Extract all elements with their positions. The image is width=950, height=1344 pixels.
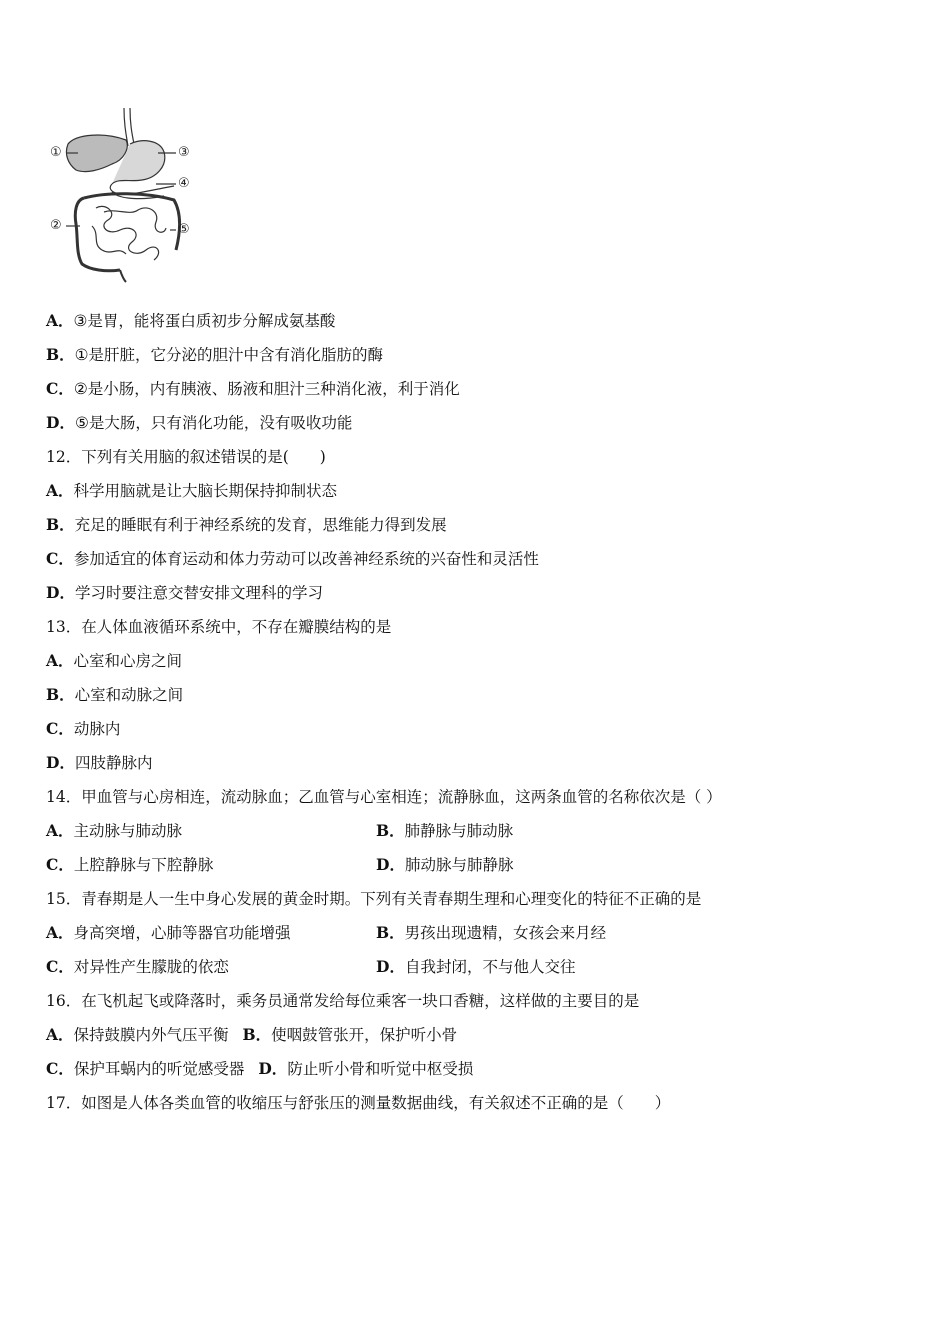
- option-letter: B．: [376, 821, 405, 840]
- option-letter: C．: [46, 379, 74, 398]
- q15-option-d: [376, 957, 575, 977]
- q16-options-row-1: [46, 1025, 457, 1045]
- option-text: ③是胃，能将蛋白质初步分解成氨基酸: [73, 312, 336, 330]
- option-letter: A．: [46, 821, 74, 840]
- option-letter: D．: [376, 855, 405, 874]
- q12-stem: 12．下列有关用脑的叙述错误的是( ): [46, 448, 326, 466]
- q17-stem: 17．如图是人体各类血管的收缩压与舒张压的测量数据曲线，有关叙述不正确的是（ ）: [46, 1094, 671, 1112]
- option-letter: B．: [46, 685, 75, 704]
- option-letter: B．: [46, 515, 75, 534]
- option-text: 防止听小骨和听觉中枢受损: [287, 1060, 474, 1078]
- option-text: 参加适宜的体育运动和体力劳动可以改善神经系统的兴奋性和灵活性: [73, 550, 539, 568]
- option-text: 科学用脑就是让大脑长期保持抑制状态: [73, 482, 338, 500]
- option-text: 动脉内: [73, 720, 121, 738]
- option-letter: D．: [46, 753, 75, 772]
- option-letter: D．: [46, 583, 75, 602]
- option-letter: A．: [46, 1025, 74, 1044]
- option-text: 四肢静脉内: [74, 754, 153, 772]
- option-text: 学习时要注意交替安排文理科的学习: [74, 584, 323, 602]
- q12-option-d: [46, 583, 323, 603]
- option-letter: B．: [242, 1025, 272, 1044]
- figure-label-5: ⑤: [178, 222, 190, 237]
- option-letter: C．: [46, 719, 74, 738]
- option-text: 对异性产生朦胧的依恋: [73, 958, 229, 976]
- option-text: 肺动脉与肺静脉: [404, 856, 514, 874]
- option-letter: D．: [46, 413, 75, 432]
- option-text: ⑤是大肠，只有消化功能，没有吸收功能: [74, 414, 353, 432]
- option-text: 自我封闭，不与他人交往: [404, 958, 576, 976]
- option-text: 主动脉与肺动脉: [73, 822, 183, 840]
- q11-option-c: [46, 379, 460, 399]
- option-letter: C．: [46, 957, 74, 976]
- option-letter: B．: [46, 345, 75, 364]
- option-text: 保护耳蜗内的听觉感受器: [73, 1060, 245, 1078]
- option-letter: A．: [46, 481, 74, 500]
- q14-option-c: [46, 855, 213, 875]
- q13-option-d: [46, 753, 152, 773]
- figure-label-1: ①: [50, 145, 62, 160]
- option-text: 使咽鼓管张开，保护听小骨: [271, 1026, 458, 1044]
- q13-option-b: [46, 685, 183, 705]
- q14-stem: 14．甲血管与心房相连，流动脉血；乙血管与心室相连；流静脉血，这两条血管的名称依次是（ ）: [46, 788, 722, 806]
- option-letter: A．: [46, 311, 74, 330]
- q14-option-d: [376, 855, 513, 875]
- digestive-system-figure: [46, 104, 198, 284]
- option-letter: D．: [376, 957, 405, 976]
- option-text: 心室和动脉之间: [74, 686, 184, 704]
- q12-option-a: [46, 481, 337, 501]
- option-text: 男孩出现遗精，女孩会来月经: [404, 924, 607, 942]
- option-letter: A．: [46, 651, 74, 670]
- option-text: ①是肝脏，它分泌的胆汁中含有消化脂肪的酶: [74, 346, 384, 364]
- option-letter: A．: [46, 923, 74, 942]
- q11-option-d: [46, 413, 352, 433]
- digestive-system-drawing: [46, 104, 198, 284]
- option-text: 心室和心房之间: [73, 652, 183, 670]
- q13-stem: 13．在人体血液循环系统中，不存在瓣膜结构的是: [46, 618, 392, 636]
- q15-option-b: [376, 923, 606, 943]
- q11-option-a: [46, 311, 335, 331]
- q15-option-c: [46, 957, 229, 977]
- option-text: 充足的睡眠有利于神经系统的发育，思维能力得到发展: [74, 516, 447, 534]
- q11-option-b: [46, 345, 383, 365]
- option-text: 保持鼓膜内外气压平衡: [73, 1026, 229, 1044]
- option-text: 上腔静脉与下腔静脉: [73, 856, 214, 874]
- q13-option-a: [46, 651, 182, 671]
- option-letter: C．: [46, 855, 74, 874]
- q16-options-row-2: [46, 1059, 473, 1079]
- q15-option-a: [46, 923, 291, 943]
- option-text: ②是小肠，内有胰液、肠液和胆汁三种消化液，利于消化: [73, 380, 460, 398]
- q13-option-c: [46, 719, 120, 739]
- q16-stem: 16．在飞机起飞或降落时，乘务员通常发给每位乘客一块口香糖，这样做的主要目的是: [46, 992, 640, 1010]
- figure-label-3: ③: [178, 145, 190, 160]
- figure-label-4: ④: [178, 176, 190, 191]
- q14-option-b: [376, 821, 513, 841]
- figure-label-2: ②: [50, 218, 62, 233]
- q12-option-b: [46, 515, 447, 535]
- q15-stem: 15．青春期是人一生中身心发展的黄金时期。下列有关青春期生理和心理变化的特征不正确的是: [46, 890, 702, 908]
- q14-option-a: [46, 821, 182, 841]
- option-letter: C．: [46, 549, 74, 568]
- option-text: 身高突增，心肺等器官功能增强: [73, 924, 291, 942]
- option-letter: C．: [46, 1059, 74, 1078]
- option-text: 肺静脉与肺动脉: [404, 822, 514, 840]
- option-letter: D．: [258, 1059, 288, 1078]
- q12-option-c: [46, 549, 539, 569]
- option-letter: B．: [376, 923, 405, 942]
